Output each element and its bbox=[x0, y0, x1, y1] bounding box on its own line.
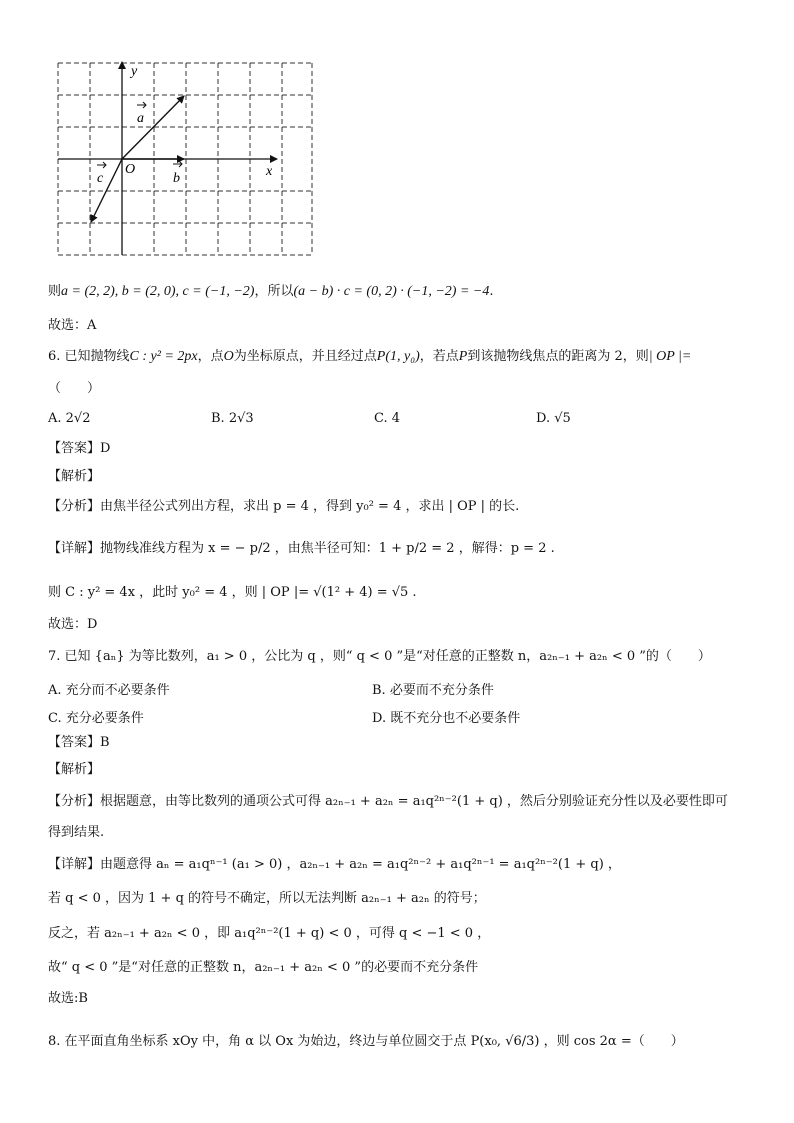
q7-option-b: B. 必要而不充分条件 bbox=[372, 683, 494, 698]
q7-answer: 【答案】B bbox=[48, 735, 110, 750]
vec-a-label: a bbox=[137, 111, 144, 126]
origin-label: O bbox=[125, 162, 136, 177]
q7-line-1: 若 q < 0 ，因为 1 + q 的符号不确定，所以无法判断 a₂ₙ₋₁ + a₂ₙ 的符号； bbox=[48, 891, 486, 906]
q7-line-3: 故“ q < 0 ”是“对任意的正整数 n，a₂ₙ₋₁ + a₂ₙ < 0 ”的必要而不充分条件 bbox=[48, 960, 479, 975]
vec-c-label: c bbox=[97, 171, 104, 186]
answer-select-5: 故选：A bbox=[48, 318, 97, 333]
question-8: 8. 在平面直角坐标系 xOy 中，角 α 以 Ox 为始边，终边与单位圆交于点 P(x₀, √6/3) ，则 cos 2α =（ ） bbox=[48, 1034, 684, 1049]
q6-option-c: C. 4 bbox=[374, 411, 401, 426]
q7-option-a: A. 充分而不必要条件 bbox=[48, 683, 170, 698]
q6-analysis-title: 【解析】 bbox=[48, 469, 101, 484]
q6-option-b: B. 2√3 bbox=[211, 411, 254, 426]
q7-option-c: C. 充分必要条件 bbox=[48, 711, 144, 726]
q7-option-d: D. 既不充分也不必要条件 bbox=[372, 711, 521, 726]
vec-b-label: b bbox=[173, 171, 180, 186]
q6-detail-2: 则 C : y² = 4x ，此时 y₀² = 4 ，则 | OP |= √(1² + 4) = √5 . bbox=[48, 585, 417, 600]
q6-option-a: A. 2√2 bbox=[48, 411, 91, 426]
q7-select: 故选:B bbox=[48, 991, 88, 1006]
q7-analysis: 【分析】根据题意，由等比数列的通项公式可得 a₂ₙ₋₁ + a₂ₙ = a₁q²ⁿ⁻²(1 + q) ，然后分别验证充分性以及必要性即可 bbox=[48, 794, 728, 809]
q7-analysis-title: 【解析】 bbox=[48, 762, 101, 777]
question-7: 7. 已知 {aₙ} 为等比数列，a₁ > 0 ，公比为 q ，则“ q < 0 ”是“对任意的正整数 n，a₂ₙ₋₁ + a₂ₙ < 0 ”的（ ） bbox=[48, 649, 711, 664]
line-vectors: 则a = (2, 2), b = (2, 0), c = (−1, −2)，所以(a − b) · c = (0, 2) · (−1, −2) = −4. bbox=[48, 284, 494, 299]
q6-analysis: 【分析】由焦半径公式列出方程，求出 p = 4 ，得到 y₀² = 4 ，求出 | OP | 的长. bbox=[48, 499, 520, 514]
q7-analysis-2: 得到结果. bbox=[48, 825, 105, 840]
q7-line-2: 反之，若 a₂ₙ₋₁ + a₂ₙ < 0 ，即 a₁q²ⁿ⁻²(1 + q) < 0 ，可得 q < −1 < 0 ， bbox=[48, 926, 491, 941]
question-6: 6. 已知抛物线C : y² = 2px，点O为坐标原点，并且经过点P(1, y₀)，若点P到该抛物线焦点的距离为 2，则| OP |= bbox=[48, 349, 692, 364]
question-6-paren: （ ） bbox=[48, 381, 101, 396]
axis-x-label: x bbox=[266, 164, 273, 179]
axis-y-label: y bbox=[131, 64, 138, 79]
q6-option-d: D. √5 bbox=[536, 411, 571, 426]
q6-detail: 【详解】抛物线准线方程为 x = − p/2 ，由焦半径可知：1 + p/2 = 2 ，解得：p = 2 . bbox=[48, 541, 555, 556]
q7-detail: 【详解】由题意得 aₙ = a₁qⁿ⁻¹ (a₁ > 0) ，a₂ₙ₋₁ + a₂ₙ = a₁q²ⁿ⁻² + a₁q²ⁿ⁻¹ = a₁q²ⁿ⁻²(1 + q) ， bbox=[48, 857, 621, 872]
q6-select: 故选：D bbox=[48, 617, 98, 632]
vector-grid-figure bbox=[55, 58, 317, 260]
q6-answer: 【答案】D bbox=[48, 441, 111, 456]
